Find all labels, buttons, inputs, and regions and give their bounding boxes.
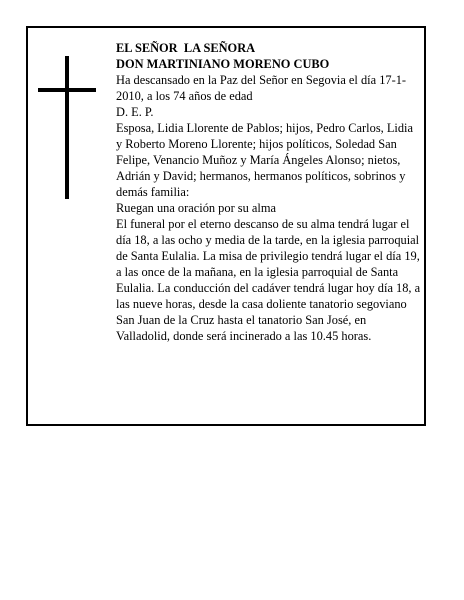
cross-vertical-bar bbox=[65, 56, 69, 199]
family-list: Esposa, Lidia Llorente de Pablos; hijos, Pedro Carlos, Lidia y Roberto Moreno Llorente; hijos políticos, Soledad San Felipe, Venancio Muñoz y María Ángeles Alonso; nietos, Adrián y David; hermanos, hermanos políticos, sobrinos y demás familia: bbox=[116, 121, 413, 199]
deceased-name: DON MARTINIANO MORENO CUBO bbox=[116, 57, 330, 71]
death-statement: Ha descansado en la Paz del Señor en Segovia el día 17-1-2010, a los 74 años de edad bbox=[116, 73, 407, 103]
notice-heading-title: EL SEÑOR LA SEÑORA bbox=[116, 41, 256, 55]
cross-horizontal-bar bbox=[38, 88, 96, 92]
rip-line: D. E. P. bbox=[116, 105, 154, 119]
latin-cross-icon bbox=[38, 56, 96, 199]
prayer-request: Ruegan una oración por su alma bbox=[116, 201, 276, 215]
obituary-notice bbox=[26, 26, 426, 426]
service-details: El funeral por el eterno descanso de su alma tendrá lugar el día 18, a las ocho y media de la tarde, en la iglesia parroquial de Santa Eulalia. La misa de privilegio tendrá lugar el día 19, a las once de la mañana, en la iglesia parroquial de Santa Eulalia. La conducción del cadáver tendrá lugar hoy día 18, a las nueve horas, desde la casa doliente tanatorio segoviano San Juan de la Cruz hasta el tanatorio San José, en Valladolid, donde será incinerado a las 10.45 horas. bbox=[116, 217, 421, 343]
notice-text bbox=[116, 40, 422, 344]
